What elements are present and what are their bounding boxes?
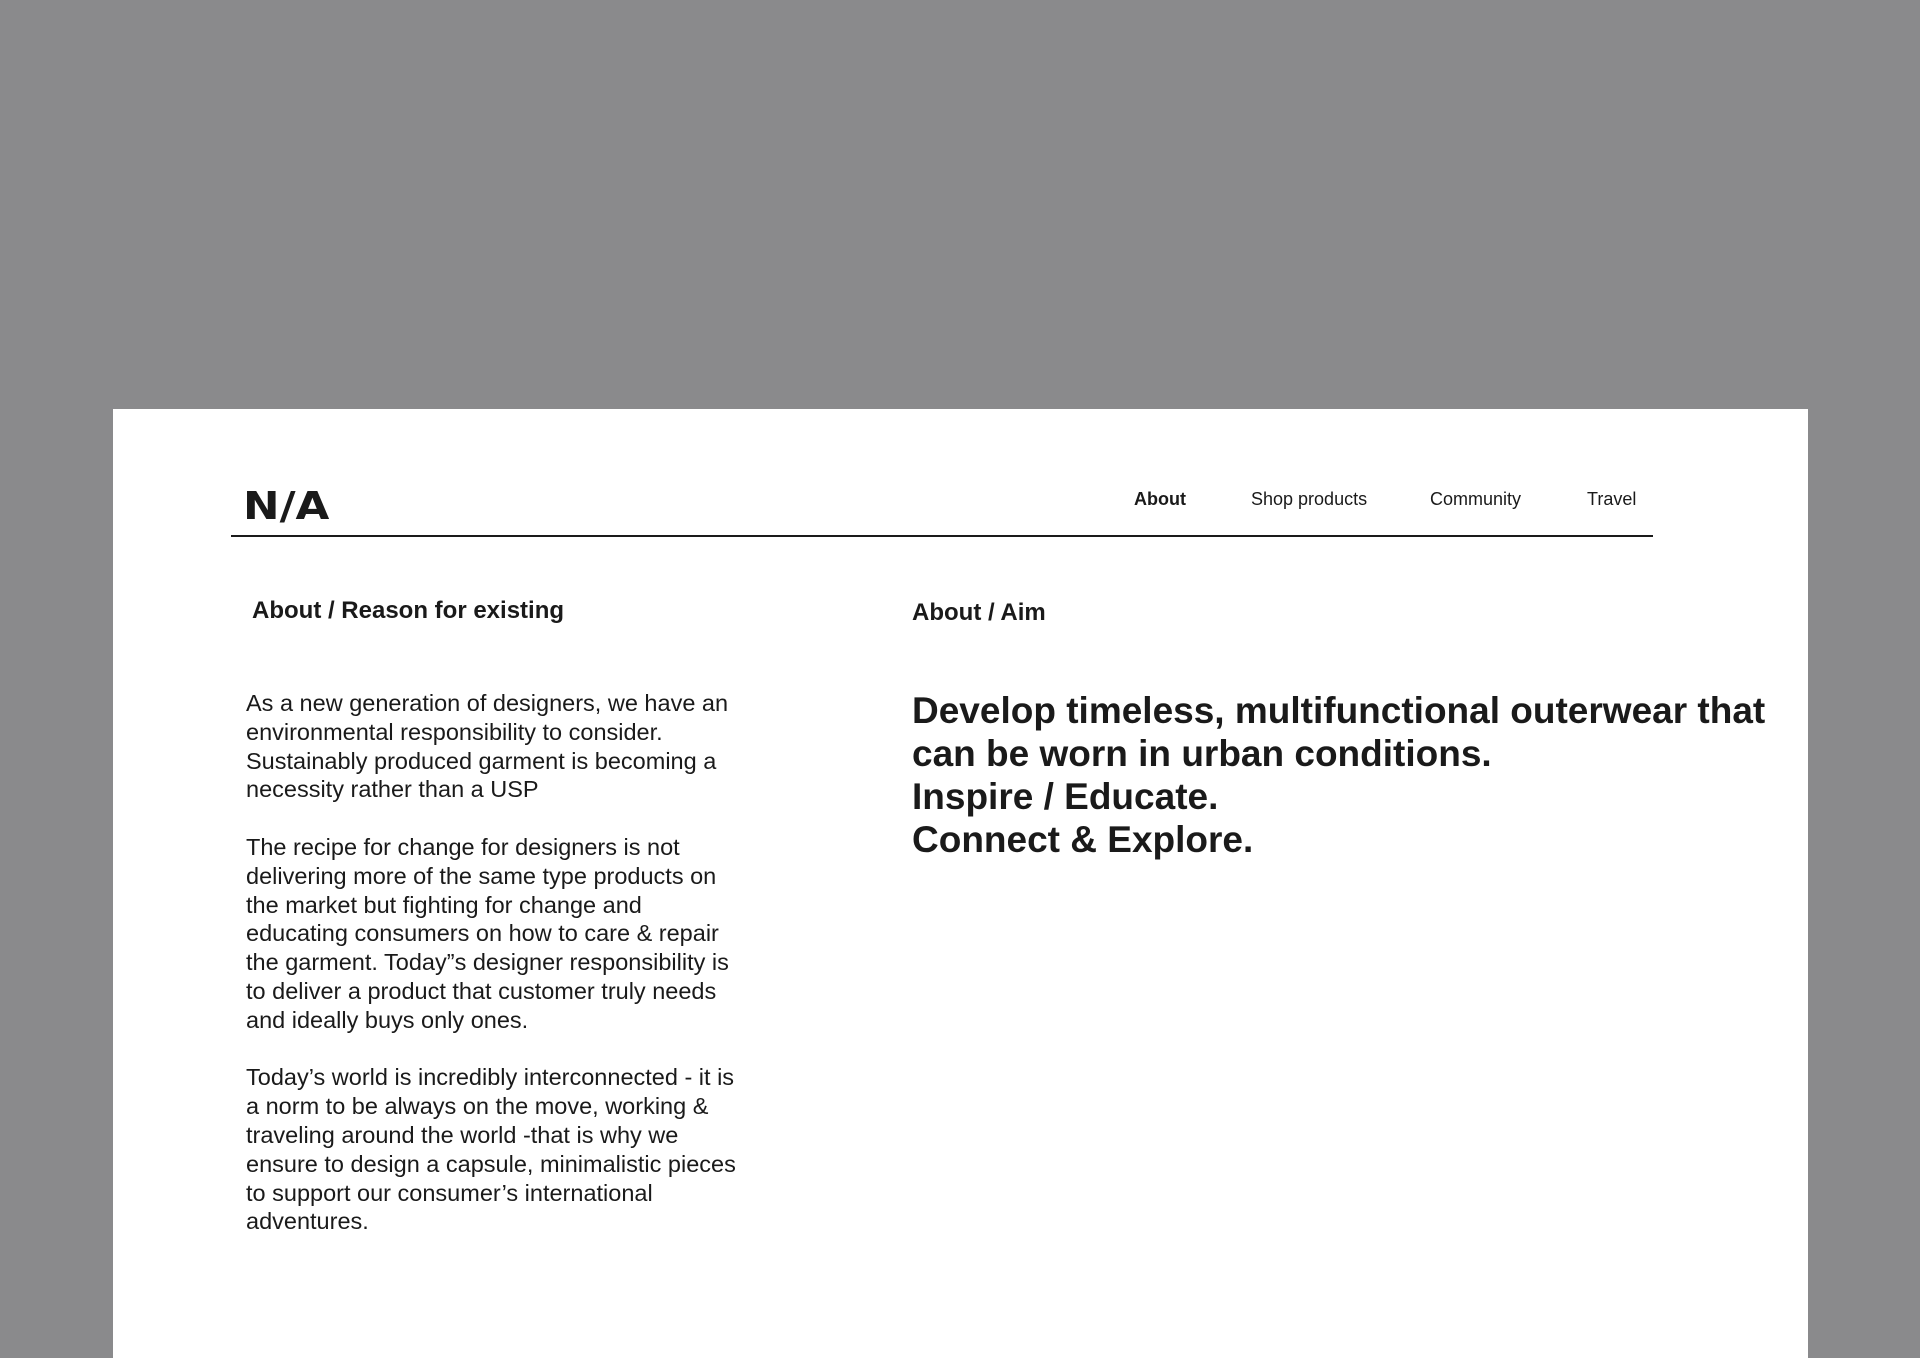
nav-item-shop-products[interactable]: Shop products xyxy=(1251,489,1368,509)
aim-line-2: Inspire / Educate. xyxy=(912,776,1219,817)
nav-item-about[interactable]: About xyxy=(1134,489,1186,509)
reason-paragraph-1: As a new generation of designers, we have an environmental responsibility to consider. Sustainably produced garment is becoming a necessity rather than a USP xyxy=(246,690,729,803)
aim-line-1: Develop timeless, multifunctional outerwear that can be worn in urban conditions. xyxy=(912,690,1766,774)
reason-paragraph-2: The recipe for change for designers is not delivering more of the same type products on the market but fighting for change and educating consumers on how to care & repair the garment. Today”s designer responsibility is to deliver a product that customer truly needs and ideally buys only ones. xyxy=(246,833,729,1033)
aim-heading: About / Aim xyxy=(912,598,1046,626)
brand-logo[interactable]: N/A xyxy=(243,484,330,528)
reason-body xyxy=(246,689,746,1265)
reason-heading: About / Reason for existing xyxy=(252,596,565,624)
aim-statement xyxy=(912,689,1772,861)
page-card xyxy=(113,409,1808,1358)
nav-item-travel[interactable]: Travel xyxy=(1587,489,1637,509)
main-nav xyxy=(113,489,1808,519)
reason-paragraph-3: Today’s world is incredibly interconnected - it is a norm to be always on the move, working & traveling around the world -that is why we ensure to design a capsule, minimalistic pieces to support our consumer’s international adventures. xyxy=(246,1064,736,1235)
nav-item-community[interactable]: Community xyxy=(1430,489,1522,509)
header-divider xyxy=(231,535,1653,537)
aim-line-3: Connect & Explore. xyxy=(912,819,1254,860)
